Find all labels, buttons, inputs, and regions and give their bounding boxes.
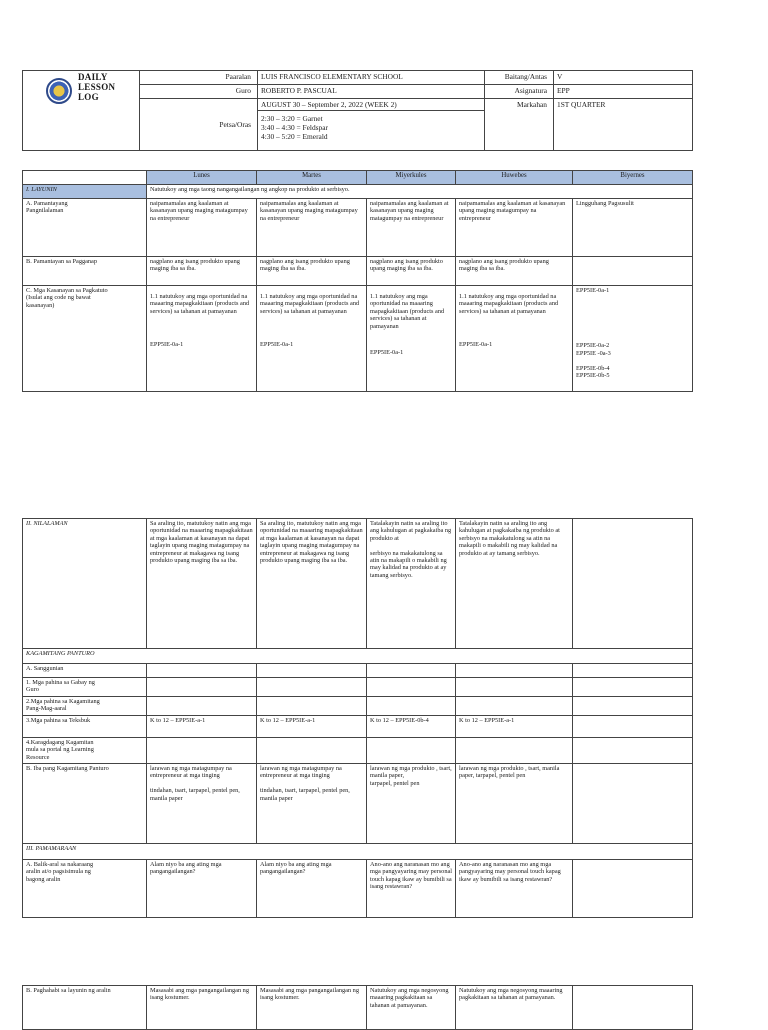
teksbuk-cell: K to 12 – EPP5IE-a-1 xyxy=(257,716,367,738)
paghahabi-cell xyxy=(573,986,693,1030)
objectives-table xyxy=(22,170,693,392)
balik-cell: Ano-ano ang naranasan mo ang mga pangyayaring may personal touch kapag ikaw ay bumibili sa isang restawran? xyxy=(367,860,456,918)
balik-cell xyxy=(573,860,693,918)
markahan-label: Markahan xyxy=(485,99,554,151)
nilalaman-cell: Tatalakayin natin sa araling ito ang kahulugan at pagkakaiba ng produkto at serbisyo na makakatulong sa atin na makapili o makabili ng may kalidad na produkto at ay tamang serbisyo. xyxy=(367,519,456,649)
header-table xyxy=(22,70,693,151)
empty-cell xyxy=(147,664,257,678)
pamantayang-label: A. Pamantayang Pangnilalaman xyxy=(23,199,147,257)
nilalaman-cell xyxy=(573,519,693,649)
pamantayang-cell: naipamamalas ang kaalaman at kasanayan upang maging matagumpay na entrepreneur xyxy=(147,199,257,257)
iba-pang-label: B. Iba pang Kagamitang Panturo xyxy=(23,764,147,844)
teksbuk-cell: K to 12 – EPP5IE-a-1 xyxy=(456,716,573,738)
kasanayan-text: 1.1 natutukoy ang mga oportunidad na maaaring mapagkakitaan (products and services) sa tahanan at pamayanan xyxy=(260,293,360,315)
guro-label: Guro xyxy=(140,85,258,99)
teksbuk-cell: K to 12 – EPP5IE-a-1 xyxy=(147,716,257,738)
day-header: Martes xyxy=(257,171,367,185)
paghahabi-label: B. Paghahabi sa layunin ng aralin xyxy=(23,986,147,1030)
nilalaman-cell: Tatalakayin natin sa araling ito ang kahulugan at pagkakaiba ng produkto at serbisyo na makakatulong sa atin na makapili o makabili ng may kalidad na produkto at ay tamang serbisyo. xyxy=(456,519,573,649)
petsa-cell xyxy=(258,99,485,151)
markahan-value: 1ST QUARTER xyxy=(554,99,693,151)
guro-value: ROBERTO P. PASCUAL xyxy=(258,85,485,99)
teksbuk-cell xyxy=(573,716,693,738)
pamantayang-cell: naipamamalas ang kaalaman at kasanayan upang maging matagumpay na entrepreneur xyxy=(456,199,573,257)
empty-cell xyxy=(456,664,573,678)
empty-cell xyxy=(147,738,257,764)
kasanayan-text: 1.1 natutukoy ang mga oportunidad na maaaring mapagkakitaan (products and services) sa tahanan at pamayanan xyxy=(459,293,559,315)
empty-cell xyxy=(257,738,367,764)
corner-cell xyxy=(23,171,147,185)
iba-pang-cell: larawan ng mga matagumpay na entrepreneur at mga tinging tindahan, tsart, tarpapel, pentel pen, manila paper xyxy=(257,764,367,844)
pagganap-label: B. Pamantayan sa Pagganap xyxy=(23,257,147,286)
empty-cell xyxy=(147,697,257,716)
kasanayan-cell xyxy=(257,286,367,392)
kasanayan-code: EPP5IE-0a-1 xyxy=(150,341,184,349)
petsa-label: Petsa/Oras xyxy=(140,99,258,151)
kasanayan-code: EPP5IE-0a-1 xyxy=(459,341,493,349)
layunin-heading: I. LAYUNIN xyxy=(23,185,147,199)
nilalaman-heading: II. NILALAMAN xyxy=(23,519,147,649)
pamamaraan-heading: III. PAMAMARAAN xyxy=(23,844,693,860)
kasanayan-text: 1.1 natutukoy ang mga oportunidad na maaaring mapagkakitaan (products and services) sa tahanan at pamayanan xyxy=(150,293,250,315)
asignatura-value: EPP xyxy=(554,85,693,99)
pagganap-cell: nagplano ang isang produkto upang maging iba sa iba. xyxy=(456,257,573,286)
day-header: Lunes xyxy=(147,171,257,185)
kasanayan-label: C. Mga Kasanayan sa Pagkatuto (Isulat ang code ng bawat kasanayan) xyxy=(23,286,147,392)
day-header: Biyernes xyxy=(573,171,693,185)
empty-cell xyxy=(257,697,367,716)
nilalaman-cell: Sa araling ito, matutukoy natin ang mga oportunidad na maaaring mapagkakitaan at mga kaalaman at kasanayan na dapat taglayin upang maging matagumpay na entrepreneur at makagawa ng isang produkto upang maging iba sa iba. xyxy=(257,519,367,649)
balik-cell: Alam niyo ba ang ating mga pangangailangan? xyxy=(257,860,367,918)
balik-label: A. Balik-aral sa nakaraang aralin at/o pagsisimula ng bagong aralin xyxy=(23,860,147,918)
iba-pang-cell: larawan ng mga produkto , tsart, manila paper, tarpapel, pentel pen xyxy=(367,764,456,844)
oras-value: 2:30 – 3:20 = Garnet 3:40 – 4:30 = Feldspar 4:30 – 5:20 = Emerald xyxy=(261,114,328,141)
balik-cell: Ano-ano ang naranasan mo ang mga pangyayaring may personal touch kapag ikaw ay bumibili sa isang restawran? xyxy=(456,860,573,918)
pagganap-cell: nagplano ang isang produkto upang maging iba sa iba. xyxy=(367,257,456,286)
kagamitan-heading: KAGAMITANG PANTURO xyxy=(23,649,693,664)
kasanayan-codes-cell xyxy=(573,286,693,392)
kasanayan-text: 1.1 natutukoy ang mga oportunidad na maaaring mapagkakitaan (products and services) sa tahanan at pamayanan xyxy=(370,293,445,330)
iba-pang-cell: larawan ng mga produkto , tsart, manila paper, tarpapel, pentel pen xyxy=(456,764,573,844)
iba-pang-cell xyxy=(573,764,693,844)
balik-cell: Alam niyo ba ang ating mga pangangailangan? xyxy=(147,860,257,918)
gabay-label: 1. Mga pahina sa Gabay ng Guro xyxy=(23,678,147,697)
kasanayan-cell xyxy=(367,286,456,392)
baitang-label: Baitang/Antas xyxy=(485,71,554,85)
pagganap-cell xyxy=(573,257,693,286)
empty-cell xyxy=(367,678,456,697)
teksbuk-cell: K to 12 – EPP5IE-0b-4 xyxy=(367,716,456,738)
pagganap-cell: nagplano ang isang produkto upang maging iba sa iba. xyxy=(257,257,367,286)
sanggunian-label: A. Sanggunian xyxy=(23,664,147,678)
nilalaman-cell: Sa araling ito, matutukoy natin ang mga oportunidad na maaaring mapagkakitaan at mga kaalaman at kasanayan na dapat taglayin upang maging matagumpay na entrepreneur at makagawa ng isang produkto upang maging iba sa iba. xyxy=(147,519,257,649)
content-table xyxy=(22,518,693,918)
empty-cell xyxy=(456,678,573,697)
empty-cell xyxy=(573,738,693,764)
pamantayang-cell: naipamamalas ang kaalaman at kasanayan upang maging matagumpay na entrepreneur xyxy=(367,199,456,257)
kasanayan-cell xyxy=(456,286,573,392)
petsa-value: AUGUST 30 – September 2, 2022 (WEEK 2) xyxy=(258,99,484,111)
layunin-text: Natutukoy ang mga taong nangangailangan ng angkop na produkto at serbisyo. xyxy=(147,185,693,199)
daily-lesson-log-logo: DAILY LESSON LOG xyxy=(78,72,116,102)
biyernes-code-top: EPP5IE-0a-1 xyxy=(576,287,610,294)
empty-cell xyxy=(257,664,367,678)
paghahabi-cell: Masasabi ang mga pangangailangan ng isang kostumer. xyxy=(147,986,257,1030)
empty-cell xyxy=(456,697,573,716)
empty-cell xyxy=(147,678,257,697)
karagdagang-label: 4.Karagdagang Kagamitan mula sa portal ng Learning Resource xyxy=(23,738,147,764)
procedure-table xyxy=(22,985,693,1030)
paaralan-label: Paaralan xyxy=(140,71,258,85)
paghahabi-cell: Natutukoy ang mga negosyong maaaring pagkakitaan sa tahanan at pamayanan. xyxy=(456,986,573,1030)
logo-cell xyxy=(23,71,140,151)
kasanayan-code: EPP5IE-0a-1 xyxy=(260,341,294,349)
pamantayang-cell: Lingguhang Pagsusulit xyxy=(573,199,693,257)
teksbuk-label: 3.Mga pahina sa Teksbuk xyxy=(23,716,147,738)
empty-cell xyxy=(573,678,693,697)
baitang-value: V xyxy=(554,71,693,85)
biyernes-codes: EPP5IE-0a-2 EPP5IE -0a-3 EPP5IE-0b-4 EPP5IE-0b-5 xyxy=(576,342,611,380)
day-header: Miyerkules xyxy=(367,171,456,185)
paghahabi-cell: Natutukoy ang mga negosyong maaaring pagkakitaan sa tahanan at pamayanan. xyxy=(367,986,456,1030)
empty-cell xyxy=(456,738,573,764)
empty-cell xyxy=(367,664,456,678)
empty-cell xyxy=(573,697,693,716)
iba-pang-cell: larawan ng mga matagumpay na entrepreneur at mga tinging tindahan, tsart, tarpapel, pentel pen, manila paper xyxy=(147,764,257,844)
pagganap-cell: nagplano ang isang produkto upang maging iba sa iba. xyxy=(147,257,257,286)
asignatura-label: Asignatura xyxy=(485,85,554,99)
empty-cell xyxy=(367,738,456,764)
empty-cell xyxy=(257,678,367,697)
kasanayan-cell xyxy=(147,286,257,392)
pamantayang-cell: naipamamalas ang kaalaman at kasanayan upang maging matagumpay na entrepreneur xyxy=(257,199,367,257)
empty-cell xyxy=(367,697,456,716)
kasanayan-code: EPP5IE-0a-1 xyxy=(370,349,404,357)
day-header: Huwebes xyxy=(456,171,573,185)
paaralan-value: LUIS FRANCISCO ELEMENTARY SCHOOL xyxy=(258,71,485,85)
paghahabi-cell: Masasabi ang mga pangangailangan ng isang kostumer. xyxy=(257,986,367,1030)
empty-cell xyxy=(573,664,693,678)
kagamitang-pang-label: 2.Mga pahina sa Kagamitang Pang-Mag-aaral xyxy=(23,697,147,716)
